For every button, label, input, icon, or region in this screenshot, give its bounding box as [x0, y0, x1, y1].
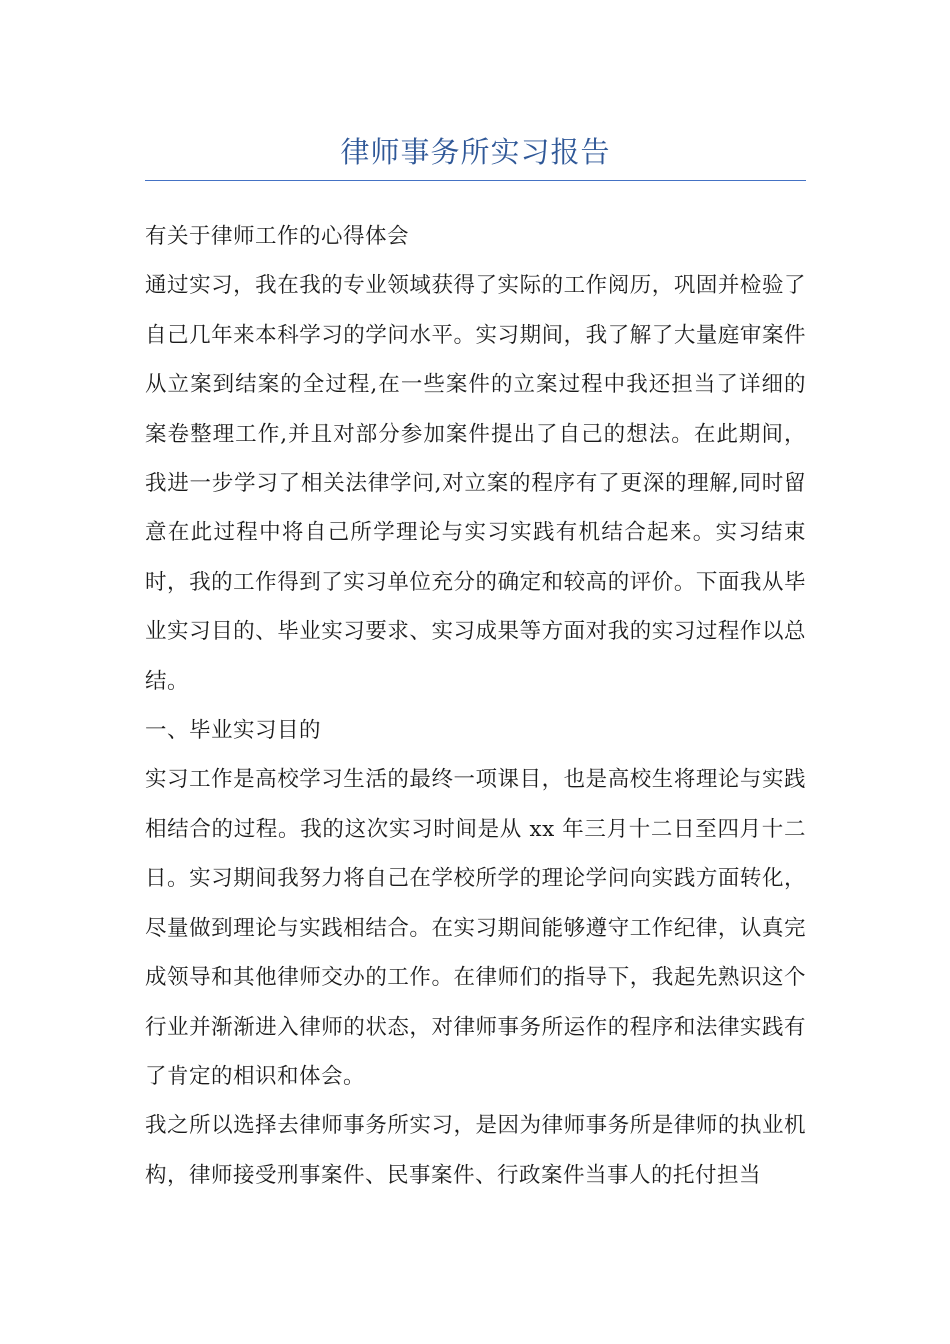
body-paragraph: 我之所以选择去律师事务所实习，是因为律师事务所是律师的执业机构，律师接受刑事案件、民事案件、行政案件当事人的托付担当: [145, 1113, 806, 1188]
body-paragraph: 实习工作是高校学习生活的最终一项课目，也是高校生将理论与实践相结合的过程。我的这次实习时间是从 xx 年三月十二日至四月十二日。实习期间我努力将自己在学校所学的理论学问向实践方面转化，尽量做到理论与实践相结合。在实习期间能够遵守工作纪律，认真完成领导和其他律师交办的工作。在律师们的指导下，我起先熟识这个行业并渐渐进入律师的状态，对律师事务所运作的程序和法律实践有了肯定的相识和体会。: [145, 767, 806, 1089]
document-body: [145, 212, 806, 1200]
document-title: 律师事务所实习报告: [340, 135, 611, 169]
body-paragraph: 通过实习，我在我的专业领域获得了实际的工作阅历，巩固并检验了自己几年来本科学习的学问水平。实习期间，我了解了大量庭审案件从立案到结案的全过程,在一些案件的立案过程中我还担当了详细的案卷整理工作,并且对部分参加案件提出了自己的想法。在此期间，我进一步学习了相关法律学问,对立案的程序有了更深的理解,同时留意在此过程中将自己所学理论与实习实践有机结合起来。实习结束时，我的工作得到了实习单位充分的确定和较高的评价。下面我从毕业实习目的、毕业实习要求、实习成果等方面对我的实习过程作以总结。: [145, 273, 806, 694]
section-heading: 有关于律师工作的心得体会: [145, 224, 410, 249]
title-underline: [145, 180, 806, 181]
section-heading: 一、毕业实习目的: [145, 718, 322, 744]
